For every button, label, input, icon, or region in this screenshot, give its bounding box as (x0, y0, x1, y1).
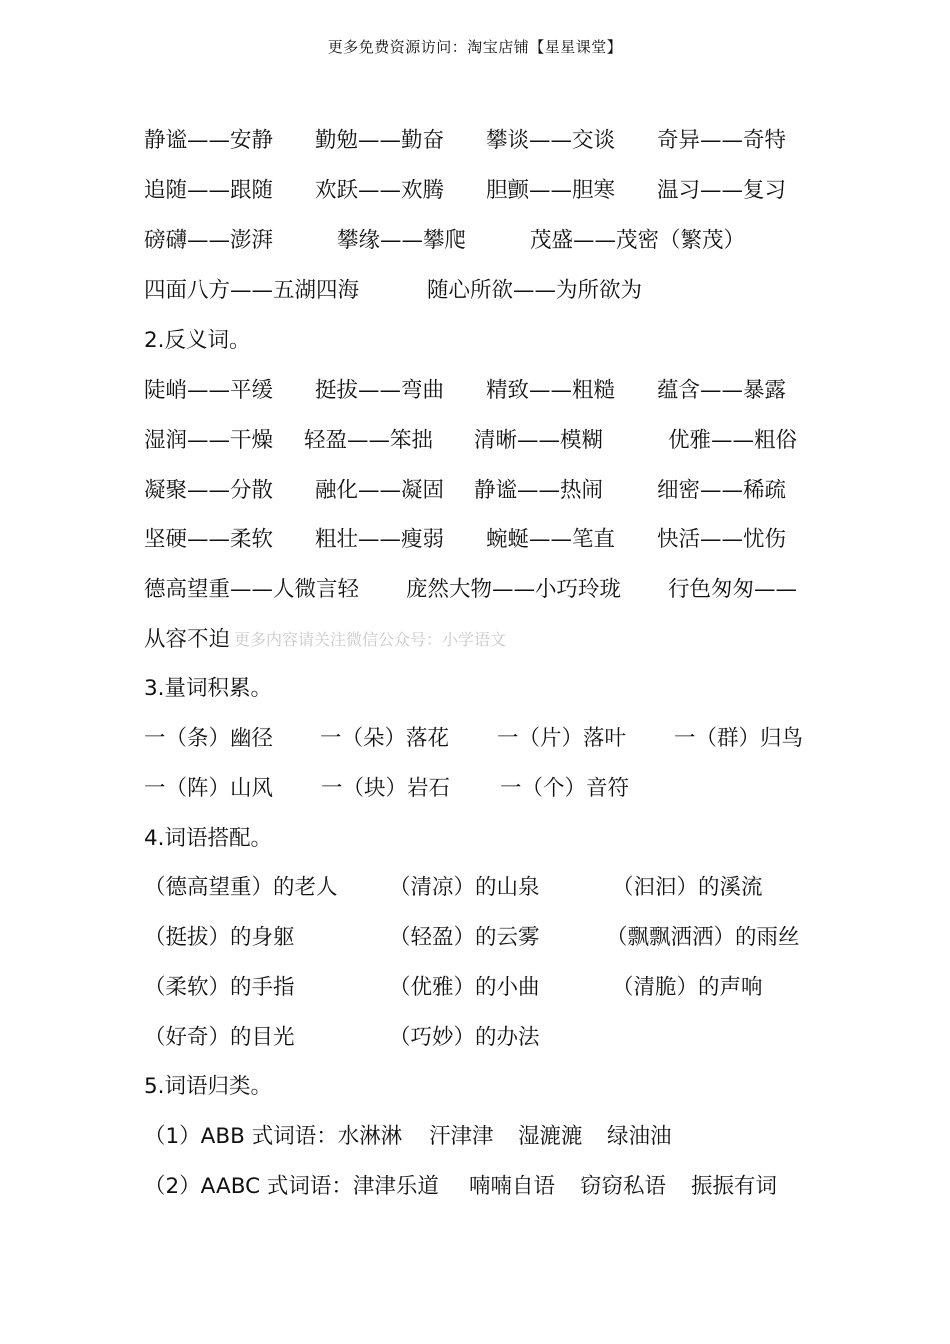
measure-phrase: 一（块）岩石 (321, 776, 451, 801)
word-pair: 蕴含——暴露 (657, 378, 787, 403)
collocation-row (0, 921, 950, 955)
measure-phrase: 一（阵）山风 (144, 776, 274, 801)
word-pair: 粗壮——瘦弱 (315, 527, 445, 552)
measure-phrase: 一（片）落叶 (497, 726, 627, 751)
synonym-row (0, 124, 950, 158)
classification-label: （2）AABC 式词语：津津乐道 (144, 1174, 439, 1199)
section-heading-antonyms (0, 324, 950, 358)
antonym-row (0, 424, 950, 458)
word-pair: 湿润——干燥 (144, 428, 274, 453)
collocation-phrase: （巧妙）的办法 (389, 1025, 540, 1050)
word-pair: 细密——稀疏 (657, 478, 787, 503)
measure-phrase: 一（群）归鸟 (674, 726, 804, 751)
page-header-note: 更多免费资源访问：淘宝店铺【星星课堂】 (327, 38, 623, 56)
word-pair: 德高望重——人微言轻 (144, 577, 360, 602)
section-heading-measure-words (0, 672, 950, 706)
word-pair: 茂盛——茂密（繁茂） (530, 228, 746, 253)
collocation-phrase: （清脆）的声响 (612, 975, 763, 1000)
collocation-phrase: （优雅）的小曲 (389, 975, 540, 1000)
collocation-phrase: （飘飘洒洒）的雨丝 (606, 925, 800, 950)
measure-word-row (0, 722, 950, 756)
collocation-row (0, 1021, 950, 1055)
word-pair: 静谧——安静 (144, 128, 274, 153)
word-pair: 融化——凝固 (315, 478, 445, 503)
section-heading-classification (0, 1070, 950, 1104)
word-pair: 快活——忧伤 (657, 527, 787, 552)
section-heading: 2.反义词。 (144, 328, 251, 353)
word-pair: 静谧——热闹 (474, 478, 604, 503)
word-pair: 温习——复习 (657, 178, 787, 203)
section-heading: 3.量词积累。 (144, 676, 273, 701)
watermark-text: 更多内容请关注微信公众号：小学语文 (234, 630, 507, 649)
word-pair: 陡峭——平缓 (144, 378, 274, 403)
classification-label: （1）ABB 式词语：水淋淋 (144, 1124, 403, 1149)
collocation-phrase: （柔软）的手指 (144, 975, 295, 1000)
measure-word-row (0, 772, 950, 806)
classification-word: 振振有词 (691, 1174, 778, 1199)
word-pair: 奇异——奇特 (657, 128, 787, 153)
collocation-phrase: （挺拔）的身躯 (144, 925, 295, 950)
collocation-row (0, 971, 950, 1005)
word-pair: 追随——跟随 (144, 178, 274, 203)
word-pair: 优雅——粗俗 (668, 428, 798, 453)
word-pair: 欢跃——欢腾 (315, 178, 445, 203)
word-pair: 挺拔——弯曲 (315, 378, 445, 403)
section-heading: 4.词语搭配。 (144, 826, 273, 851)
classification-word: 汗津津 (429, 1124, 494, 1149)
classification-word: 窃窃私语 (580, 1174, 667, 1199)
word-pair: 蜿蜒——笔直 (486, 527, 616, 552)
section-heading: 5.词语归类。 (144, 1074, 273, 1099)
collocation-phrase: （德高望重）的老人 (144, 875, 338, 900)
measure-phrase: 一（个）音符 (500, 776, 630, 801)
antonym-row (0, 374, 950, 408)
antonym-row-continuation (0, 623, 950, 657)
collocation-phrase: （汩汩）的溪流 (612, 875, 763, 900)
collocation-phrase: （好奇）的目光 (144, 1025, 295, 1050)
word-pair: 凝聚——分散 (144, 478, 274, 503)
measure-phrase: 一（朵）落花 (320, 726, 450, 751)
classification-word: 喃喃自语 (469, 1174, 556, 1199)
word-pair: 攀缘——攀爬 (337, 228, 467, 253)
collocation-row (0, 871, 950, 905)
section-heading-collocations (0, 822, 950, 856)
antonym-row (0, 573, 950, 607)
word-pair: 庞然大物——小巧玲珑 (406, 577, 622, 602)
word-pair: 勤勉——勤奋 (315, 128, 445, 153)
classification-word: 湿漉漉 (518, 1124, 583, 1149)
collocation-phrase: （轻盈）的云雾 (389, 925, 540, 950)
word-pair: 磅礴——澎湃 (144, 228, 274, 253)
synonym-row (0, 224, 950, 258)
synonym-row (0, 174, 950, 208)
word-pair: 清晰——模糊 (474, 428, 604, 453)
word-pair: 轻盈——笨拙 (304, 428, 434, 453)
classification-row (0, 1170, 950, 1204)
word-pair: 胆颤——胆寒 (486, 178, 616, 203)
word-pair: 精致——粗糙 (486, 378, 616, 403)
word-continuation: 从容不迫 (144, 627, 231, 652)
word-pair: 攀谈——交谈 (486, 128, 616, 153)
word-pair: 行色匆匆—— (668, 577, 798, 602)
classification-word: 绿油油 (607, 1124, 672, 1149)
word-pair: 坚硬——柔软 (144, 527, 274, 552)
word-pair: 随心所欲——为所欲为 (427, 278, 643, 303)
classification-row (0, 1120, 950, 1154)
measure-phrase: 一（条）幽径 (144, 726, 274, 751)
antonym-row (0, 523, 950, 557)
synonym-row (0, 274, 950, 308)
antonym-row (0, 474, 950, 508)
word-pair: 四面八方——五湖四海 (144, 278, 360, 303)
collocation-phrase: （清凉）的山泉 (389, 875, 540, 900)
